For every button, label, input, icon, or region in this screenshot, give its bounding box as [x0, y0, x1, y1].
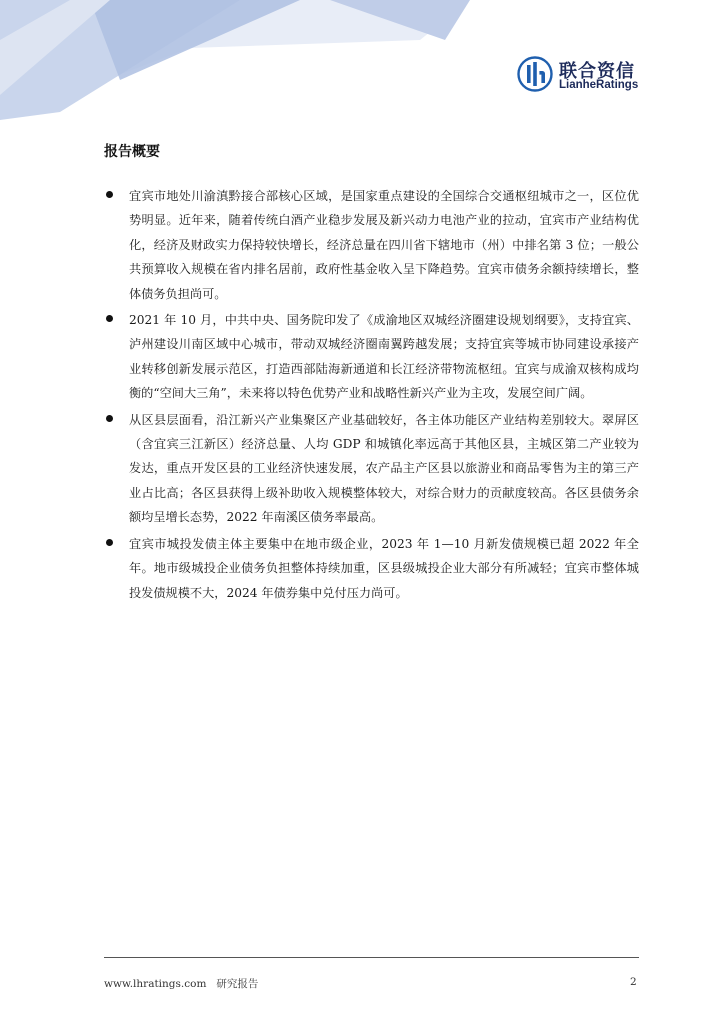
logo-name-en: LianheRatings [559, 79, 639, 91]
summary-bullet-item [104, 532, 639, 605]
footer-info [104, 976, 258, 991]
bullet-text: 2021 年 10 月，中共中央、国务院印发了《成渝地区双城经济圈建设规划纲要》，支持宜宾、泸州建设川南区域中心城市，带动双城经济圈南翼跨越发展；支持宜宾等城市协同建设承接产业转移创新发展示范区，打造西部陆海新通道和长江经济带物流枢纽。宜宾与成渝双核构成均衡的“空间大三角”，未来将以特色优势产业和战略性新兴产业为主攻，发展空间广阔。 [129, 313, 639, 401]
lianhe-logo-icon [517, 56, 553, 92]
footer-doc-type: 研究报告 [216, 978, 259, 990]
header-decoration [0, 0, 470, 120]
summary-bullet-list [104, 184, 639, 607]
footer-divider [104, 957, 639, 958]
bullet-dot-icon [106, 315, 113, 322]
bullet-text: 宜宾市城投发债主体主要集中在地市级企业，2023 年 1—10 月新发债规模已超 2022 年全年。地市级城投企业债务负担整体持续加重，区县级城投企业大部分有所减轻；宜宾市整体城投发债规模不大，2024 年债券集中兑付压力尚可。 [129, 536, 639, 600]
section-title: 报告概要 [104, 144, 160, 160]
footer-website-link[interactable]: www.lhratings.com [104, 978, 207, 990]
bullet-text: 从区县层面看，沿江新兴产业集聚区产业基础较好，各主体功能区产业结构差别较大。翠屏区（含宜宾三江新区）经济总量、人均 GDP 和城镇化率远高于其他区县，主城区第二产业较为发达，重点开发区县的工业经济快速发展，农产品主产区县以旅游业和商品零售为主的第三产业占比高；各区县获得上级补助收入规模整体较大，对综合财力的贡献度较高。各区县债务余额均呈增长态势，2022 年南溪区债务率最高。 [129, 412, 639, 525]
summary-bullet-item [104, 184, 639, 306]
summary-bullet-item [104, 408, 639, 530]
bullet-dot-icon [106, 415, 113, 422]
bullet-text: 宜宾市地处川渝滇黔接合部核心区域，是国家重点建设的全国综合交通枢纽城市之一，区位优势明显。近年来，随着传统白酒产业稳步发展及新兴动力电池产业的拉动，宜宾市产业结构优化，经济及财政实力保持较快增长，经济总量在四川省下辖地市（州）中排名第 3 位；一般公共预算收入规模在省内排名居前，政府性基金收入呈下降趋势。宜宾市债务余额持续增长，整体债务负担尚可。 [129, 189, 639, 301]
lianhe-logo [517, 56, 657, 96]
bullet-dot-icon [106, 191, 113, 198]
summary-bullet-item [104, 308, 639, 406]
logo-name-cn: 联合资信 [559, 61, 635, 82]
bullet-dot-icon [106, 539, 113, 546]
page-number: 2 [630, 976, 637, 988]
